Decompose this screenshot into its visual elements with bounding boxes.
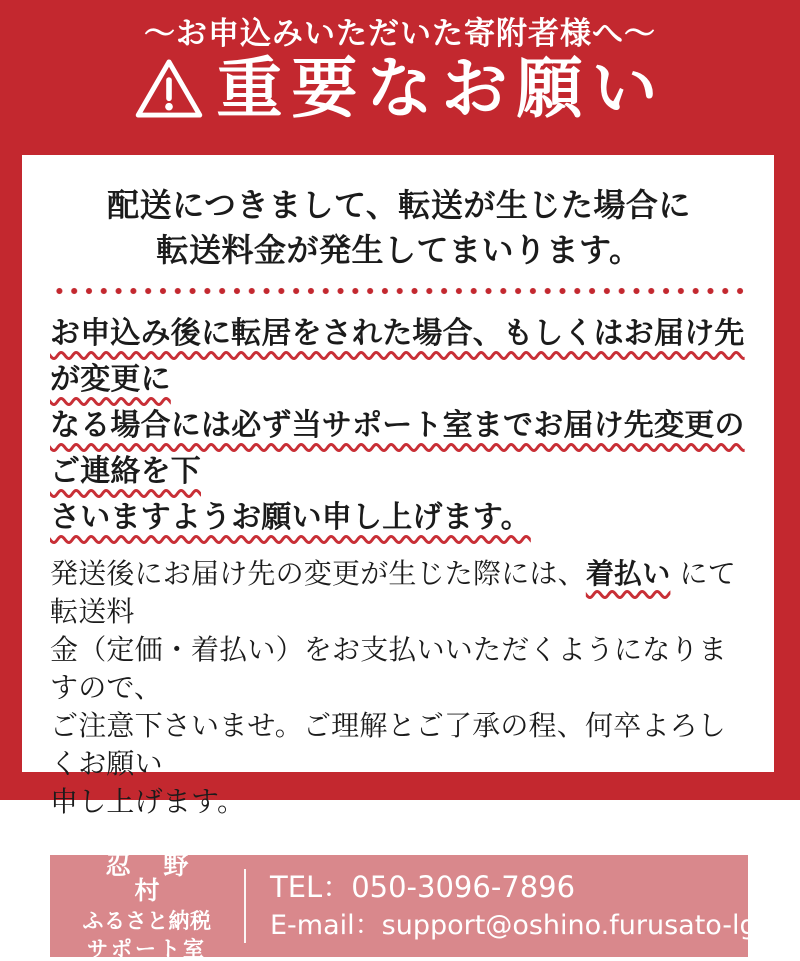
forwarding-fee-line-3: ご注意下さいませ。ご理解とご了承の程、何卒よろしくお願い bbox=[50, 709, 726, 780]
org-name-line-1: 忍 野 村 bbox=[105, 850, 201, 905]
content-panel bbox=[22, 155, 790, 961]
contact-divider bbox=[244, 869, 246, 943]
forwarding-fee-line-2: 金（定価・着払い）をお支払いいただくようになりますので、 bbox=[50, 633, 727, 704]
header-subtitle: ～お申込みいただいた寄附者様へ～ bbox=[144, 16, 656, 52]
org-name-line-3: サポート室 bbox=[87, 936, 207, 961]
tel-row: TEL：050-3096-7896 bbox=[270, 870, 576, 904]
org-name-line-2: ふるさと納税 bbox=[82, 908, 212, 933]
dotted-divider bbox=[50, 287, 748, 295]
relocation-notice bbox=[50, 311, 748, 541]
warning-triangle-icon bbox=[134, 57, 204, 120]
relocation-notice-line-3: さいますようお願い申し上げます。 bbox=[50, 500, 531, 535]
contact-details bbox=[270, 870, 790, 941]
title-row bbox=[134, 50, 667, 128]
forwarding-fee-line-1: 発送後にお届け先の変更が生じた際には、着払い にて転送料 bbox=[50, 557, 736, 628]
flyer-header bbox=[0, 0, 800, 155]
intro-line-2: 転送料金が発生してまいります。 bbox=[156, 231, 642, 269]
relocation-notice-line-1: お申込み後に転居をされた場合、もしくはお届け先が変更に bbox=[50, 316, 745, 397]
contact-org-name bbox=[68, 850, 226, 961]
email-row: E-mail：support@oshino.furusato-lg.jp bbox=[270, 910, 790, 941]
intro-text bbox=[50, 183, 748, 273]
relocation-notice-line-2: なる場合には必ず当サポート室までお届け先変更のご連絡を下 bbox=[50, 408, 745, 489]
page-title: 重要なお願い bbox=[216, 50, 667, 128]
cash-on-delivery-emphasis: 着払い bbox=[585, 557, 671, 590]
intro-line-1: 配送につきまして、転送が生じた場合に bbox=[107, 186, 691, 224]
forwarding-fee-notice bbox=[50, 555, 748, 821]
forwarding-fee-line-4: 申し上げます。 bbox=[50, 785, 246, 818]
contact-box bbox=[50, 850, 790, 961]
